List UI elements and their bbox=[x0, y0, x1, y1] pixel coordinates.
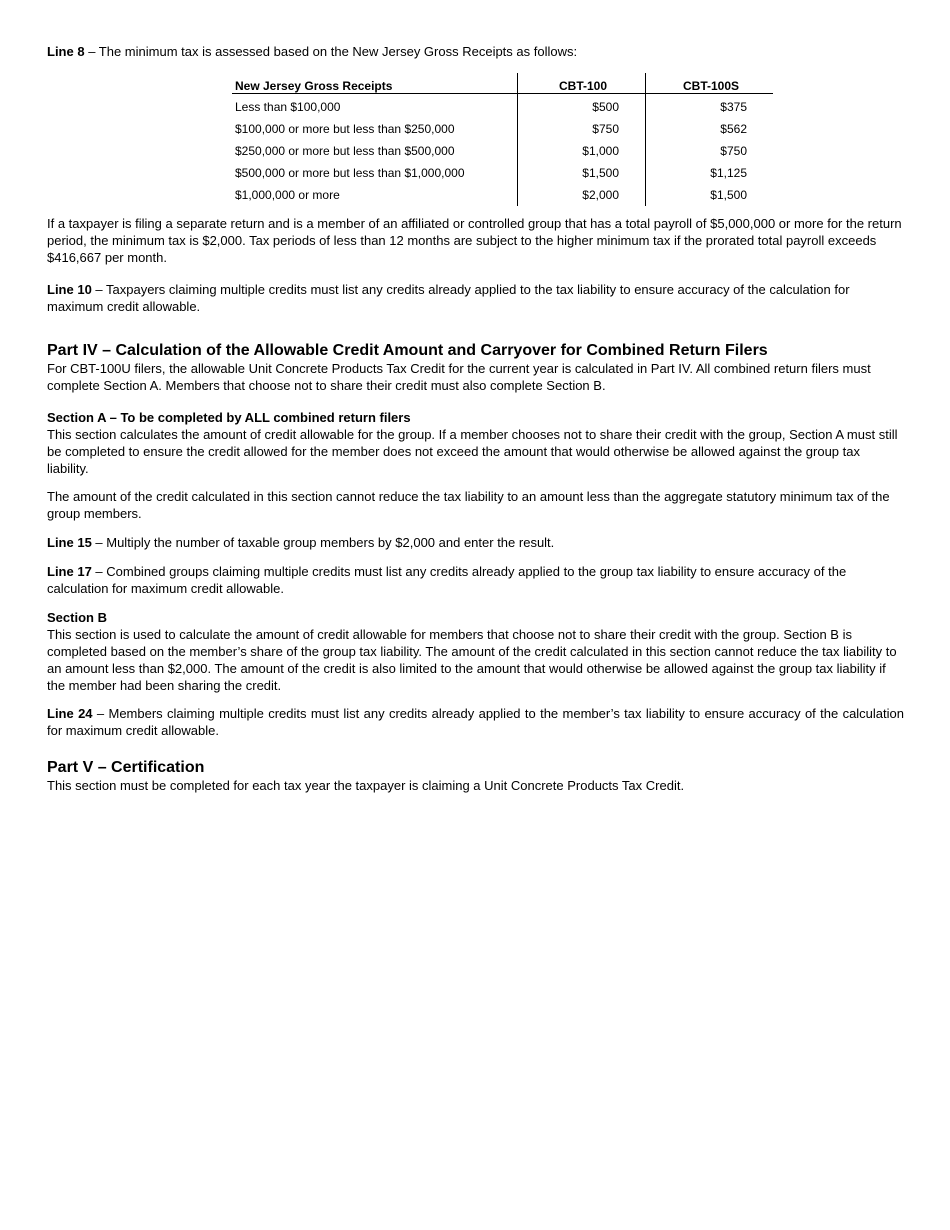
table-row bbox=[232, 162, 773, 184]
line15-text: – Multiply the number of taxable group members by $2,000 and enter the result. bbox=[91, 535, 555, 550]
table-row bbox=[232, 184, 773, 206]
cbt-100s-cell: $1,125 bbox=[646, 162, 774, 184]
affiliated-group-paragraph: If a taxpayer is filing a separate return and is a member of an affiliated or controlled group that has a total payroll of $5,000,000 or more for the return period, the minimum tax is $2,000. Tax periods of less than 12 months are subject to the higher minimum tax if the prorated total payroll exceeds $416,667 per month. bbox=[47, 216, 902, 265]
line24-paragraph bbox=[47, 705, 904, 739]
line24-text: – Members claiming multiple credits must list any credits already applied to the member’s tax liability to ensure accuracy of the calculation for maximum credit allowable. bbox=[47, 706, 904, 738]
part5-paragraph: This section must be completed for each tax year the taxpayer is claiming a Unit Concrete Products Tax Credit. bbox=[47, 778, 685, 793]
cbt-100s-cell: $1,500 bbox=[646, 184, 774, 206]
table-row bbox=[232, 118, 773, 140]
line15-paragraph bbox=[47, 534, 904, 551]
receipts-cell: $1,000,000 or more bbox=[235, 188, 340, 202]
part5-heading: Part V – Certification bbox=[47, 759, 205, 776]
part4-heading: Part IV – Calculation of the Allowable Credit Amount and Carryover for Combined Return Filers bbox=[47, 342, 768, 359]
cbt-100s-cell: $375 bbox=[646, 94, 774, 119]
part4-intro: For CBT-100U filers, the allowable Unit Concrete Products Tax Credit for the current year is calculated in Part IV. All combined return filers must complete Section A. Members that choose not to share their credit must also complete Section B. bbox=[47, 361, 871, 393]
line24-label: Line 24 bbox=[47, 706, 93, 721]
receipts-cell: $250,000 or more but less than $500,000 bbox=[235, 144, 455, 158]
line8-paragraph bbox=[47, 43, 904, 60]
line15-label: Line 15 bbox=[47, 535, 92, 550]
cbt-100s-cell: $562 bbox=[646, 118, 774, 140]
line10-label: Line 10 bbox=[47, 282, 92, 297]
section-b-heading: Section B bbox=[47, 610, 107, 625]
table-row bbox=[232, 94, 773, 119]
header-gross-receipts: New Jersey Gross Receipts bbox=[232, 73, 518, 94]
line17-label: Line 17 bbox=[47, 564, 92, 579]
header-cbt-100: CBT-100 bbox=[518, 73, 646, 94]
section-a-paragraph-1: This section calculates the amount of credit allowable for the group. If a member chooses not to share their credit with the group, Section A must still be completed to ensure the credit allowed for the member does not exceed the amount that would otherwise be allowed against the group tax liability. bbox=[47, 427, 898, 476]
receipts-cell: $100,000 or more but less than $250,000 bbox=[235, 122, 455, 136]
line8-text: – The minimum tax is assessed based on the New Jersey Gross Receipts as follows: bbox=[84, 44, 578, 59]
table-row bbox=[232, 140, 773, 162]
cbt-100-cell: $500 bbox=[518, 94, 646, 119]
section-b-paragraph: This section is used to calculate the amount of credit allowable for members that choose not to share their credit with the group. Section B is completed based on the member’s share of the group tax liability. The amount of the credit calculated in this section cannot reduce the tax liability to an amount less than $2,000. The amount of the credit is also limited to the amount that would otherwise be allowed against the group tax liability if the member had been sharing the credit. bbox=[47, 627, 897, 693]
cbt-100-cell: $750 bbox=[518, 118, 646, 140]
line17-paragraph bbox=[47, 563, 904, 597]
header-cbt-100s: CBT-100S bbox=[646, 73, 774, 94]
receipts-cell: Less than $100,000 bbox=[235, 99, 341, 114]
cbt-100-cell: $1,000 bbox=[518, 140, 646, 162]
line10-text: – Taxpayers claiming multiple credits must list any credits already applied to the tax liability to ensure accuracy of the calculation for maximum credit allowable. bbox=[47, 282, 850, 314]
receipts-cell: $500,000 or more but less than $1,000,000 bbox=[235, 166, 465, 180]
cbt-100-cell: $2,000 bbox=[518, 184, 646, 206]
cbt-100s-cell: $750 bbox=[646, 140, 774, 162]
line8-label: Line 8 bbox=[47, 44, 85, 59]
line10-paragraph bbox=[47, 281, 904, 315]
line17-text: – Combined groups claiming multiple credits must list any credits already applied to the group tax liability to ensure accuracy of the calculation for maximum credit allowable. bbox=[47, 564, 847, 596]
table-header-row bbox=[232, 73, 773, 94]
cbt-100-cell: $1,500 bbox=[518, 162, 646, 184]
section-a-heading: Section A – To be completed by ALL combined return filers bbox=[47, 410, 411, 425]
gross-receipts-table bbox=[232, 73, 773, 206]
section-a-paragraph-2: The amount of the credit calculated in this section cannot reduce the tax liability to an amount less than the aggregate statutory minimum tax of the group members. bbox=[47, 489, 890, 521]
